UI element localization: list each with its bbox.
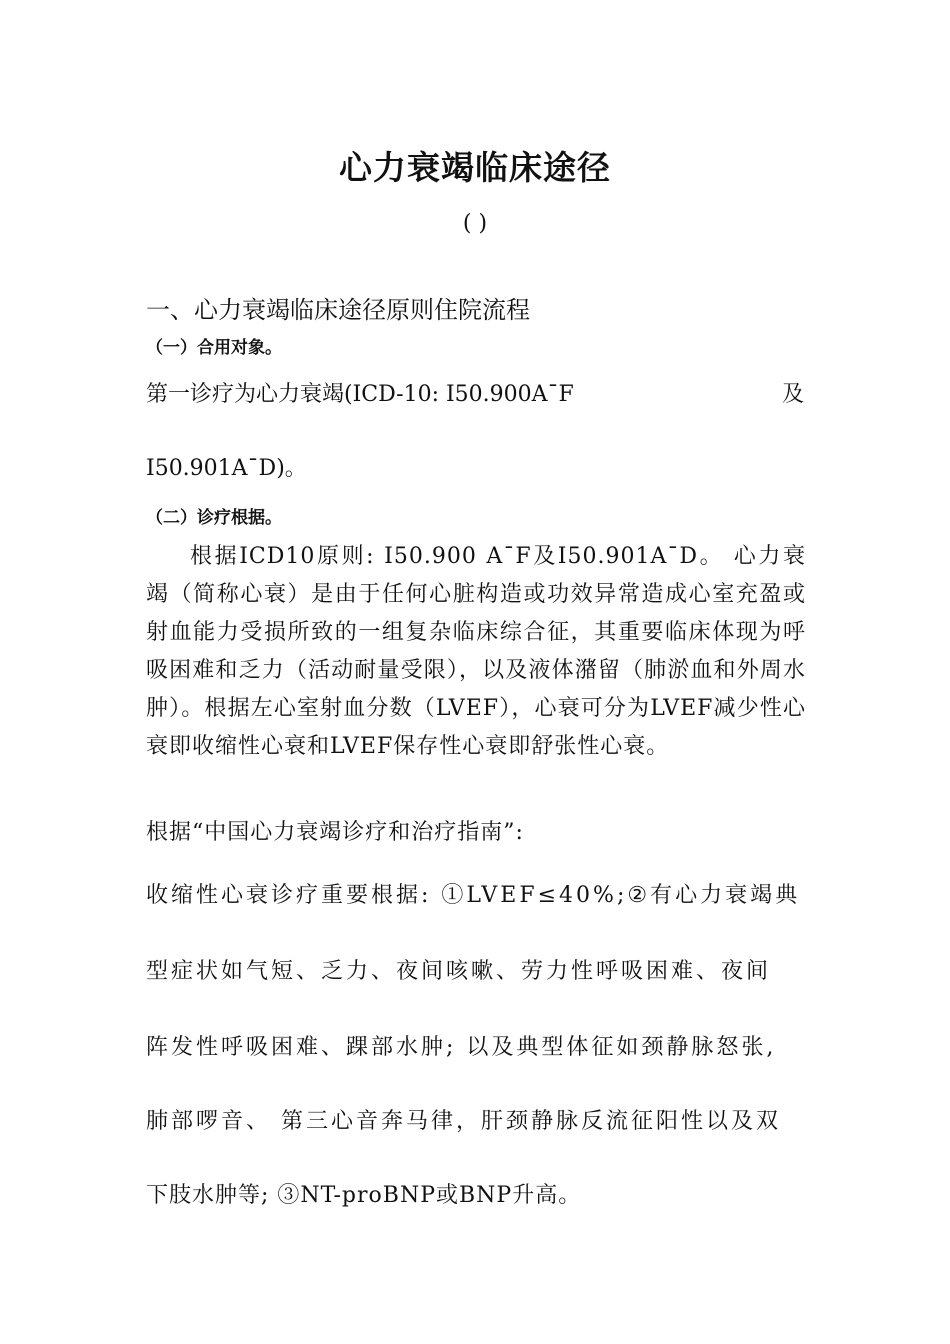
diagnosis-line-2: I50.901A¯D)。 (146, 456, 307, 481)
systolic-criteria-line-3: 阵发性呼吸困难、踝部水肿; 以及典型体征如颈静脉怒张, (146, 1035, 777, 1060)
page-title: 心力衰竭临床途径 (339, 148, 611, 187)
systolic-criteria-line-5: 下肢水肿等; ③NT-proBNP或BNP升高。 (146, 1183, 582, 1208)
systolic-criteria-line-4: 肺部啰音、 第三心音奔马律，肝颈静脉反流征阳性以及双 (146, 1109, 781, 1134)
section-heading: 一、心力衰竭临床途径原则住院流程 (146, 296, 530, 324)
page-subtitle: ( ) (462, 211, 488, 236)
basis-paragraph: 根据ICD10原则: I50.900 A¯F及I50.901A¯D。 心力衰竭（简称心衰）是由于任何心脏构造或功效异常造成心室充盈或射血能力受损所致的一组复杂临床综合征，其重要临床体现为呼吸困难和乏力（活动耐量受限），以及液体潴留（肺淤血和外周水肿）。根据左心室射血分数（LVEF），心衰可分为LVEF减少性心衰即收缩性心衰和LVEF保存性心衰即舒张性心衰。 (146, 544, 806, 759)
systolic-criteria-line-1: 收缩性心衰诊疗重要根据: ①LVEF≤40%;②有心力衰竭典 (146, 883, 801, 908)
systolic-criteria-line-2: 型症状如气短、乏力、夜间咳嗽、劳力性呼吸困难、夜间 (146, 959, 772, 984)
guide-reference-line: 根据“中国心力衰竭诊疗和治疗指南”: (146, 820, 524, 845)
diagnosis-line-1 (146, 380, 804, 410)
diagnosis-line-1-left: 第一诊疗为心力衰竭(ICD-10: I50.900A¯F (146, 382, 574, 407)
diagnosis-line-1-right: 及 (781, 382, 804, 407)
subsection-heading-basis: （二）诊疗根据。 (146, 508, 282, 528)
subsection-heading-applicable: （一）合用对象。 (146, 338, 282, 358)
